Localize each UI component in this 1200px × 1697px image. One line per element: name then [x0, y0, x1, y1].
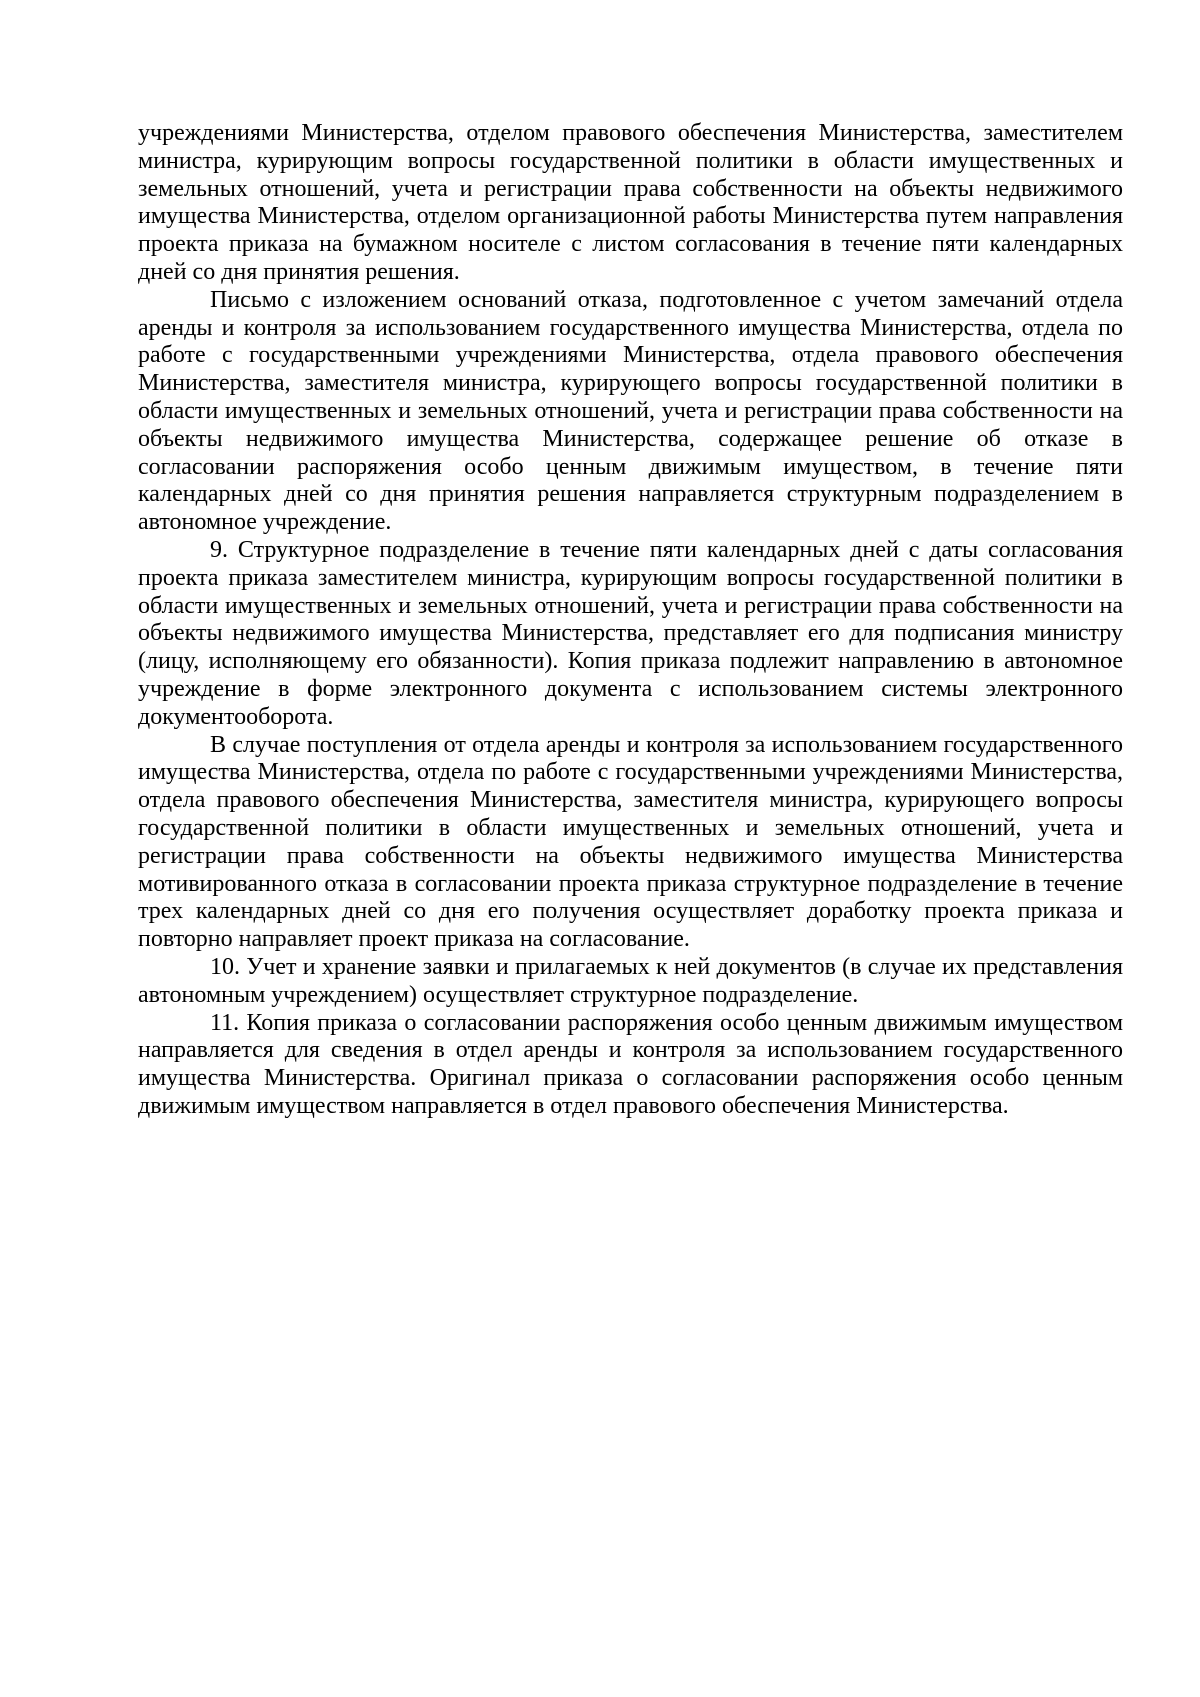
- paragraph-item-10: 10. Учет и хранение заявки и прилагаемых к ней документов (в случае их представления автономным учреждением) осуществляет структурное подразделение.: [138, 953, 1123, 1008]
- document-body: [138, 120, 1123, 1121]
- paragraph-item-11: 11. Копия приказа о согласовании распоряжения особо ценным движимым имуществом направляется для сведения в отдел аренды и контроля за использованием государственного имущества Министерства. Оригинал приказа о согласовании распоряжения особо ценным движимым имуществом направляется в отдел правового обеспечения Министерства.: [138, 1009, 1123, 1119]
- paragraph-refusal-letter: Письмо с изложением оснований отказа, подготовленное с учетом замечаний отдела аренды и контроля за использованием государственного имущества Министерства, отдела по работе с государственными учреждениями Министерства, отдела правового обеспечения Министерства, заместителя министра, курирующего вопросы государственной политики в области имущественных и земельных отношений, учета и регистрации права собственности на объекты недвижимого имущества Министерства, содержащее решение об отказе в согласовании распоряжения особо ценным движимым имуществом, в течение пяти календарных дней со дня принятия решения направляется структурным подразделением в автономное учреждение.: [138, 286, 1123, 536]
- paragraph-refusal-case: В случае поступления от отдела аренды и контроля за использованием государственного имущества Министерства, отдела по работе с государственными учреждениями Министерства, отдела правового обеспечения Министерства, заместителя министра, курирующего вопросы государственной политики в области имущественных и земельных отношений, учета и регистрации права собственности на объекты недвижимого имущества Министерства мотивированного отказа в согласовании проекта приказа структурное подразделение в течение трех календарных дней со дня его получения осуществляет доработку проекта приказа и повторно направляет проект приказа на согласование.: [138, 731, 1123, 953]
- paragraph-continuation: учреждениями Министерства, отделом правового обеспечения Министерства, заместителем министра, курирующим вопросы государственной политики в области имущественных и земельных отношений, учета и регистрации права собственности на объекты недвижимого имущества Министерства, отделом организационной работы Министерства путем направления проекта приказа на бумажном носителе с листом согласования в течение пяти календарных дней со дня принятия решения.: [138, 120, 1123, 285]
- paragraph-item-9: 9. Структурное подразделение в течение пяти календарных дней с даты согласования проекта приказа заместителем министра, курирующим вопросы государственной политики в области имущественных и земельных отношений, учета и регистрации права собственности на объекты недвижимого имущества Министерства, представляет его для подписания министру (лицу, исполняющему его обязанности). Копия приказа подлежит направлению в автономное учреждение в форме электронного документа с использованием системы электронного документооборота.: [138, 536, 1123, 730]
